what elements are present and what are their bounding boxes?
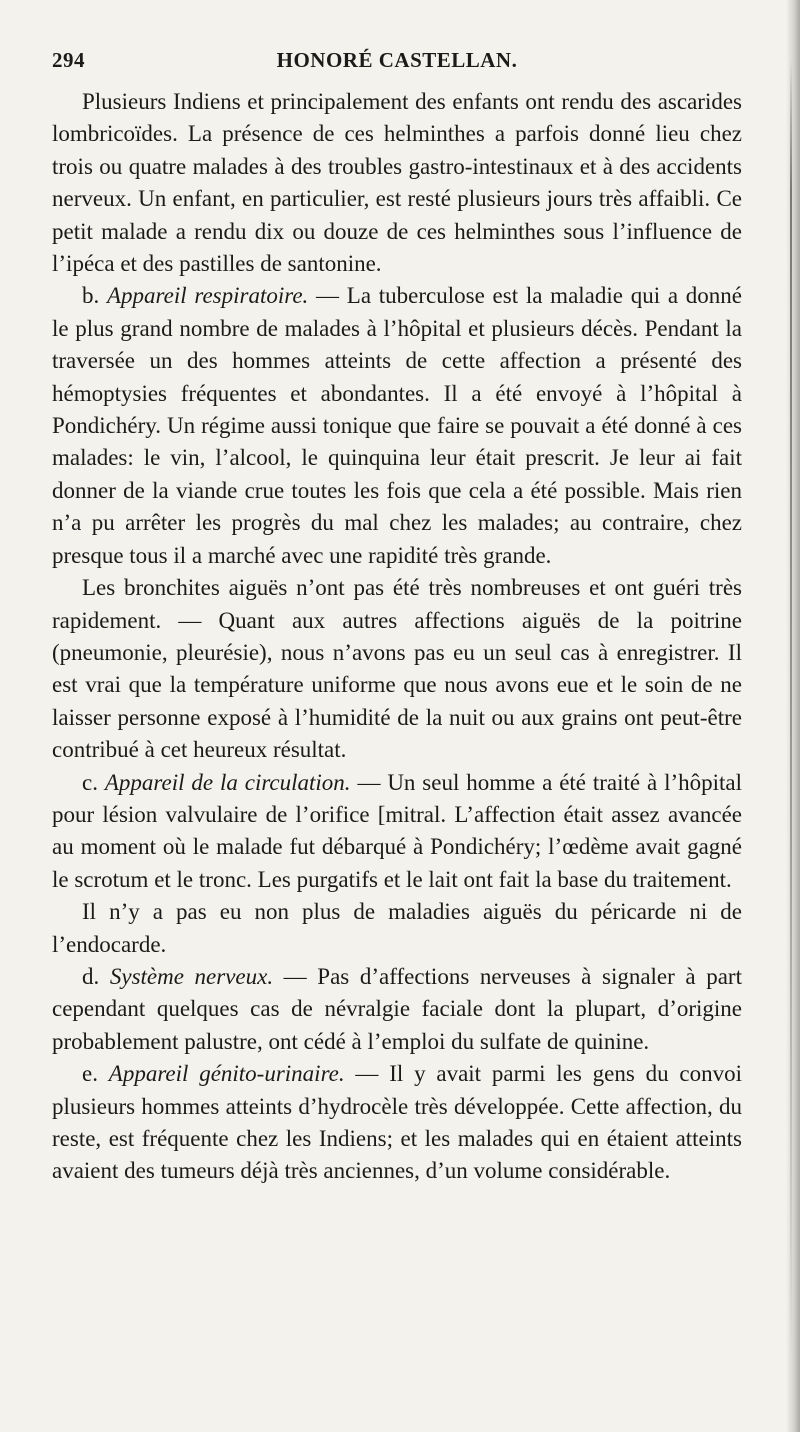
paragraph-text: — La tuberculose est la maladie qui a donné le plus grand nombre de malades à l’hôpital et plusieurs décès. Pendant la traversée un des hommes atteints de cette affection a présenté des hémoptysies fréquentes et abondantes. Il a été envoyé à l’hôpital à Pondichéry. Un régime aussi tonique que faire se pouvait a été donné à ces malades: le vin, l’alcool, le quinquina leur était prescrit. Je leur ai fait donner de la viande crue toutes les fois que cela a été possible. Mais rien n’a pu arrêter les progrès du mal chez les malades; au contraire, chez presque tous il a marché avec une rapidité très grande. <box>52 283 742 568</box>
page-number: 294 <box>52 48 85 72</box>
paragraph-text: — Il y avait parmi les gens du convoi plusieurs hommes atteints d’hydrocèle très développée. Cette affection, du reste, est fréquente chez les Indiens; et les malades qui en étaient atteints avaient des tumeurs déjà très anciennes, d’un volume considérable. <box>52 1061 743 1184</box>
paragraph-helminths <box>52 86 742 280</box>
page-edge-line <box>790 60 792 1360</box>
paragraph-pericarditis <box>52 896 742 961</box>
paragraph-text: Plusieurs Indiens et principalement des enfants ont rendu des ascarides lombricoïdes. La présence de ces helminthes a parfois donné lieu chez trois ou quatre malades à des troubles gastro-intestinaux et à des accidents nerveux. Un enfant, en particulier, est resté plusieurs jours très affaibli. Ce petit malade a rendu dix ou douze de ces helminthes sous l’influence de l’ipéca et des pastilles de santonine. <box>52 89 742 277</box>
running-title: HONORÉ CASTELLAN. <box>276 48 518 72</box>
page-body <box>52 86 742 1188</box>
paragraph-genito-urinary <box>52 1058 742 1188</box>
paragraph-nervous-system <box>52 961 742 1058</box>
paragraph-respiratory <box>52 280 742 572</box>
section-marker: d. <box>82 963 100 989</box>
section-marker: c. <box>82 769 98 795</box>
section-marker: e. <box>82 1061 98 1087</box>
paragraph-text: — Un seul homme a été traité à l’hôpital pour lésion valvulaire de l’orifice [mitral. L’affection était assez avancée au moment où le malade fut débarqué à Pondichéry; l’œdème avait gagné le scrotum et le tronc. Les purgatifs et le lait ont fait la base du traitement. <box>52 769 743 892</box>
section-title: Appareil de la circulation. <box>104 769 351 795</box>
paragraph-text: Il n’y a pas eu non plus de maladies aiguës du péricarde ni de l’endocarde. <box>52 899 742 957</box>
paragraph-bronchitis <box>52 572 742 766</box>
paragraph-text: — Pas d’affections nerveuses à signaler à part cependant quelques cas de névralgie faciale dont la plupart, d’origine probablement palustre, ont cédé à l’emploi du sulfate de quinine. <box>52 963 742 1054</box>
paragraph-circulation <box>52 767 742 897</box>
section-title: Appareil génito-urinaire. <box>108 1061 345 1087</box>
page-header <box>52 48 742 78</box>
paragraph-text: Les bronchites aiguës n’ont pas été très nombreuses et ont guéri très rapidement. — Quant aux autres affections aiguës de la poitrine (pneumonie, pleurésie), nous n’avons pas eu un seul cas à enregistrer. Il est vrai que la température uniforme que nous avons eue et le soin de ne laisser personne exposé à l’humidité de la nuit ou aux grains ont peut-être contribué à cet heureux résultat. <box>52 575 742 763</box>
page-edge-shadow <box>786 0 800 1432</box>
section-title: Système nerveux. <box>109 963 274 989</box>
section-marker: b. <box>82 283 100 309</box>
section-title: Appareil respiratoire. <box>107 283 309 309</box>
